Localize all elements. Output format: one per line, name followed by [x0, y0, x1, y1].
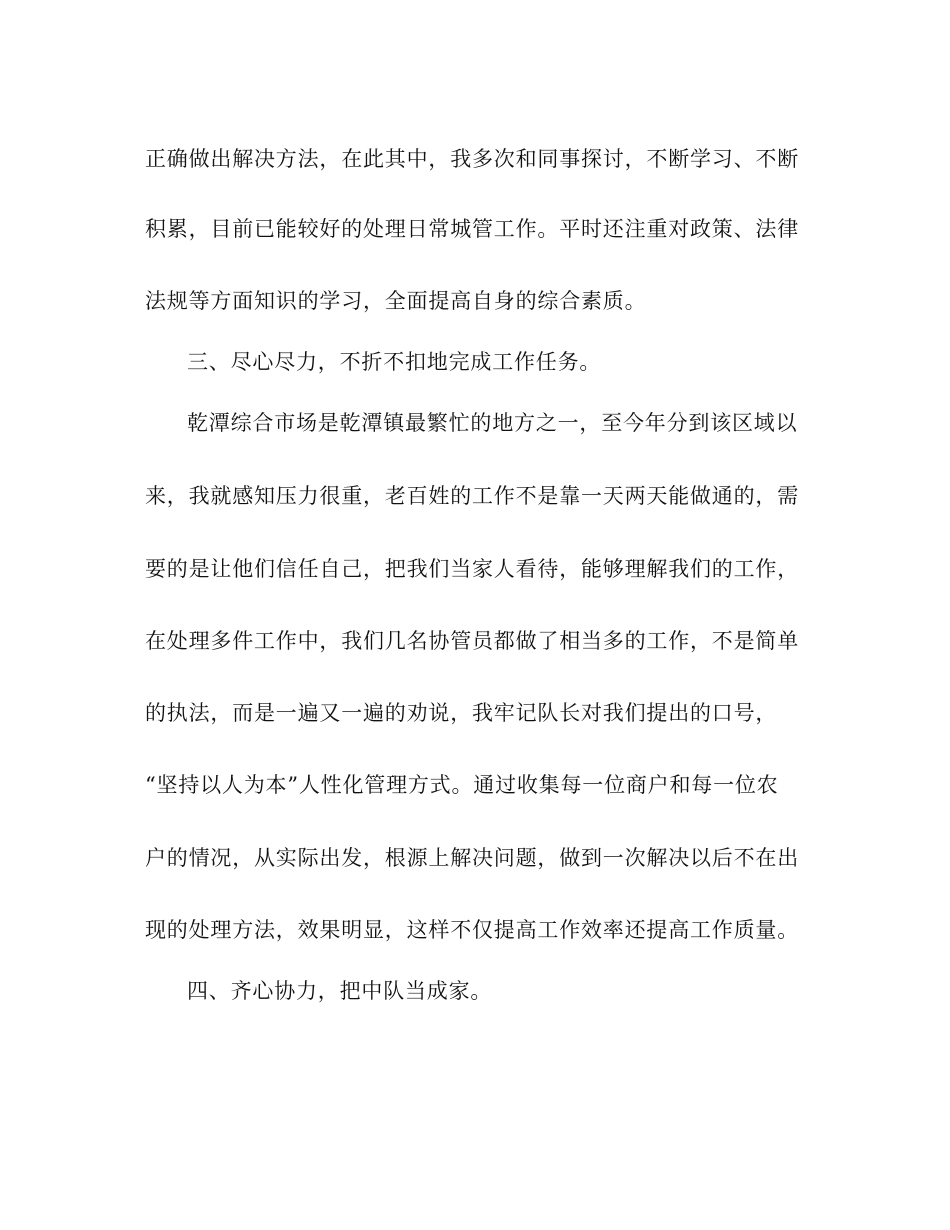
- section-heading: 三、尽心尽力，不折不扣地完成工作任务。: [187, 350, 602, 374]
- body-text-line: 正确做出解决方法，在此其中，我多次和同事探讨，不断学习、不断: [145, 147, 799, 171]
- section-heading: 四、齐心协力，把中队当成家。: [187, 979, 493, 1003]
- body-text-line: 积累，目前已能较好的处理日常城管工作。平时还注重对政策、法律: [145, 217, 799, 241]
- body-text-line: 法规等方面知识的学习，全面提高自身的综合素质。: [145, 289, 647, 313]
- body-text-line: 在处理多件工作中，我们几名协管员都做了相当多的工作，不是简单: [145, 629, 799, 653]
- body-text-line: 户的情况，从实际出发，根源上解决问题，做到一次解决以后不在出: [145, 846, 799, 870]
- body-text-line: 的执法，而是一遍又一遍的劝说，我牢记队长对我们提出的口号，: [145, 701, 778, 725]
- body-text-line: 要的是让他们信任自己，把我们当家人看待，能够理解我们的工作，: [145, 557, 799, 581]
- body-text-line: 来，我就感知压力很重，老百姓的工作不是靠一天两天能做通的，需: [145, 484, 799, 508]
- body-text-line: 现的处理方法，效果明显，这样不仅提高工作效率还提高工作质量。: [145, 918, 799, 942]
- body-text-line: 乾潭综合市场是乾潭镇最繁忙的地方之一，至今年分到该区域以: [187, 411, 798, 435]
- body-text-line: “坚持以人为本”人性化管理方式。通过收集每一位商户和每一位农: [145, 773, 779, 797]
